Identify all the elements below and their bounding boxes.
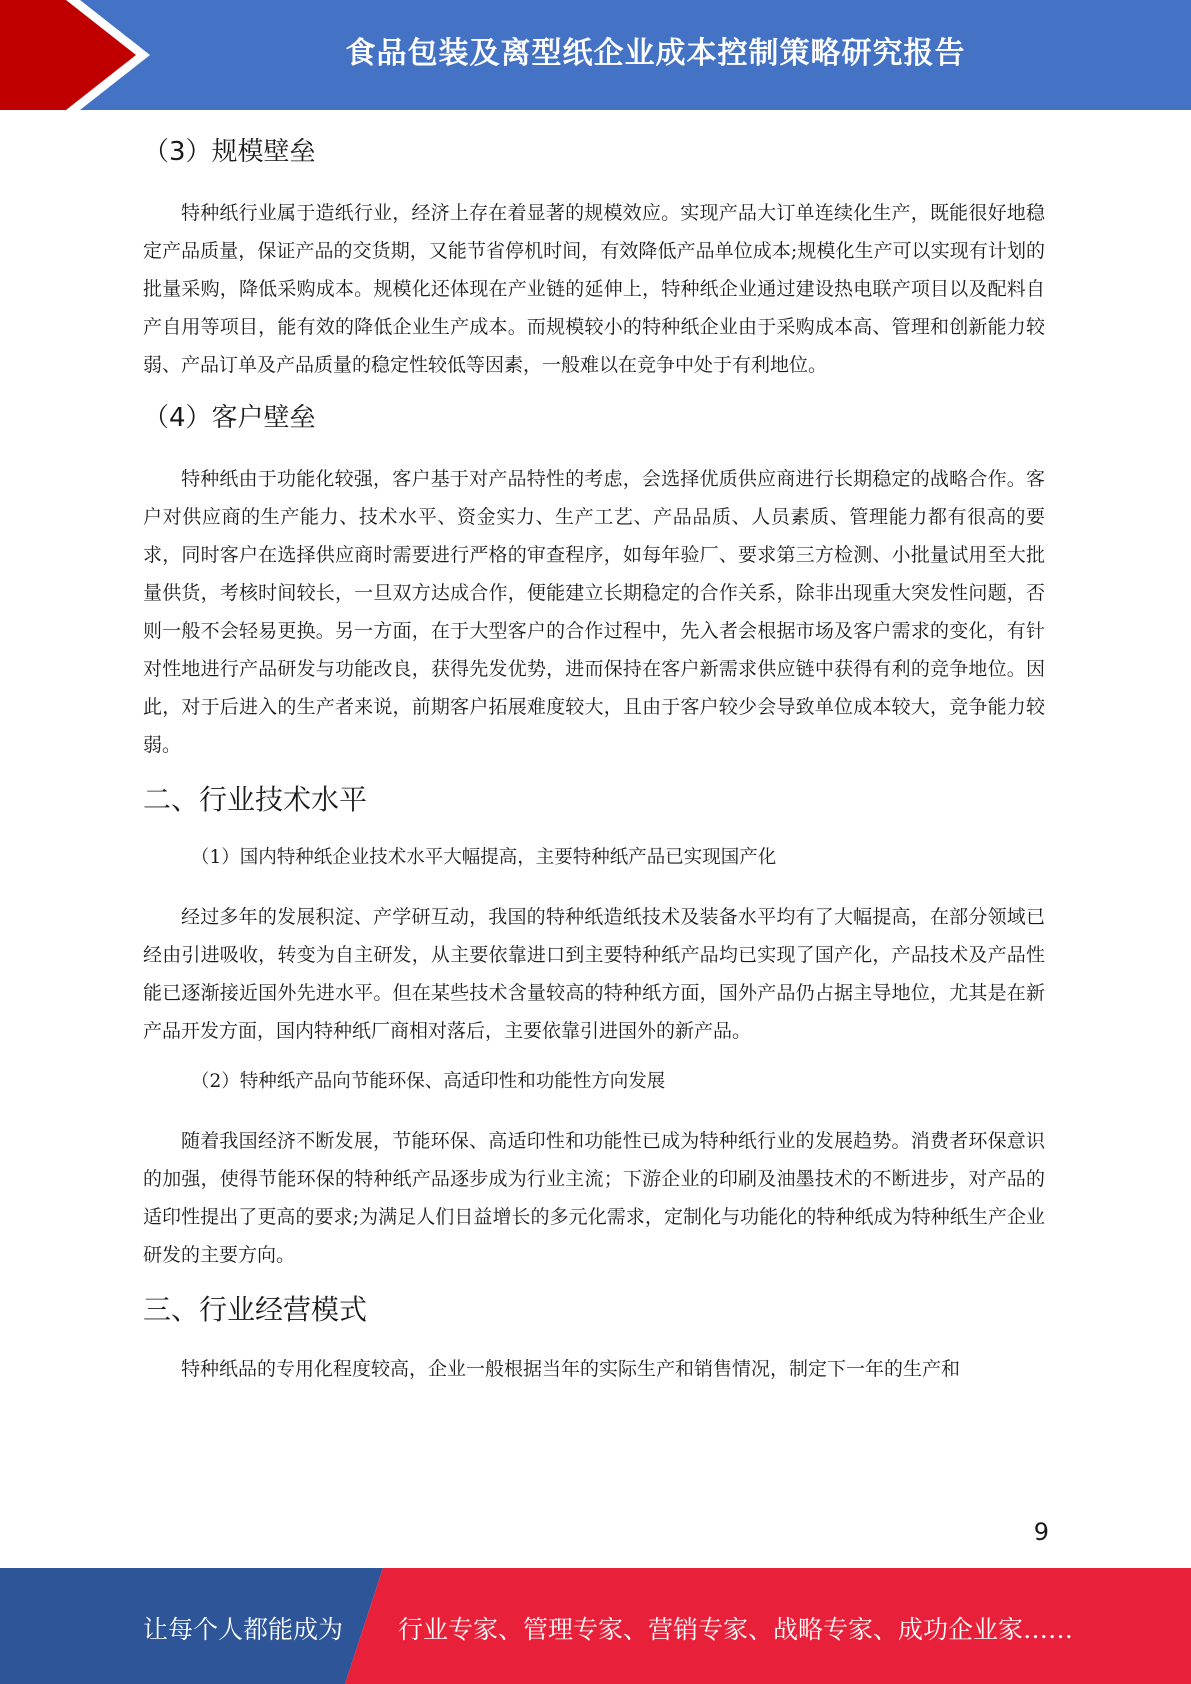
- subheading-development-direction: （2）特种纸产品向节能环保、高适印性和功能性方向发展: [191, 1071, 666, 1092]
- footer-slogan-left: 让每个人都能成为: [143, 1615, 344, 1644]
- paragraph-domestic-technology: 经过多年的发展积淀、产学研互动，我国的特种纸造纸技术及装备水平均有了大幅提高，在部分领域已经由引进吸收，转变为自主研发，从主要依靠进口到主要特种纸产品均已实现了国产化，产品技术及产品性能已逐渐接近国外先进水平。但在某些技术含量较高的特种纸方面，国外产品仍占据主导地位，尤其是在新产品开发方面，国内特种纸厂商相对落后，主要依靠引进国外的新产品。: [143, 906, 1045, 1042]
- footer-slogan-right: 行业专家、管理专家、营销专家、战略专家、成功企业家……: [398, 1615, 1074, 1644]
- report-title: 食品包装及离型纸企业成本控制策略研究报告: [345, 36, 966, 71]
- page-number: 9: [1033, 1518, 1049, 1546]
- chapter-heading-technology-level: 二、行业技术水平: [143, 783, 368, 816]
- paragraph-development-direction: 随着我国经济不断发展，节能环保、高适印性和功能性已成为特种纸行业的发展趋势。消费者环保意识的加强，使得节能环保的特种纸产品逐步成为行业主流；下游企业的印刷及油墨技术的不断进步，对产品的适印性提出了更高的要求;为满足人们日益增长的多元化需求，定制化与功能化的特种纸成为特种纸生产企业研发的主要方向。: [143, 1130, 1045, 1266]
- paragraph-business-model: 特种纸品的专用化程度较高，企业一般根据当年的实际生产和销售情况，制定下一年的生产和: [181, 1358, 961, 1380]
- paragraph-customer-barrier: 特种纸由于功能化较强，客户基于对产品特性的考虑，会选择优质供应商进行长期稳定的战略合作。客户对供应商的生产能力、技术水平、资金实力、生产工艺、产品品质、人员素质、管理能力都有很高的要求，同时客户在选择供应商时需要进行严格的审查程序，如每年验厂、要求第三方检测、小批量试用至大批量供货，考核时间较长，一旦双方达成合作，便能建立长期稳定的合作关系，除非出现重大突发性问题，否则一般不会轻易更换。另一方面，在于大型客户的合作过程中，先入者会根据市场及客户需求的变化，有针对性地进行产品研发与功能改良，获得先发优势，进而保持在客户新需求供应链中获得有利的竞争地位。因此，对于后进入的生产者来说，前期客户拓展难度较大，且由于客户较少会导致单位成本较大，竞争能力较弱。: [143, 468, 1045, 756]
- chapter-heading-business-model: 三、行业经营模式: [143, 1293, 368, 1326]
- section-heading-scale-barrier: （3）规模壁垒: [143, 137, 316, 167]
- red-arrow-icon: [0, 0, 160, 110]
- report-header: [0, 0, 1191, 110]
- page-content: [143, 120, 1045, 1402]
- subheading-domestic-technology: （1）国内特种纸企业技术水平大幅提高，主要特种纸产品已实现国产化: [191, 847, 777, 868]
- footer-banner: [0, 1568, 1191, 1684]
- paragraph-scale-barrier: 特种纸行业属于造纸行业，经济上存在着显著的规模效应。实现产品大订单连续化生产，既能很好地稳定产品质量，保证产品的交货期，又能节省停机时间，有效降低产品单位成本;规模化生产可以实现有计划的批量采购，降低采购成本。规模化还体现在产业链的延伸上，特种纸企业通过建设热电联产项目以及配料自产自用等项目，能有效的降低企业生产成本。而规模较小的特种纸企业由于采购成本高、管理和创新能力较弱、产品订单及产品质量的稳定性较低等因素，一般难以在竞争中处于有利地位。: [143, 202, 1045, 376]
- section-heading-customer-barrier: （4）客户壁垒: [143, 403, 316, 433]
